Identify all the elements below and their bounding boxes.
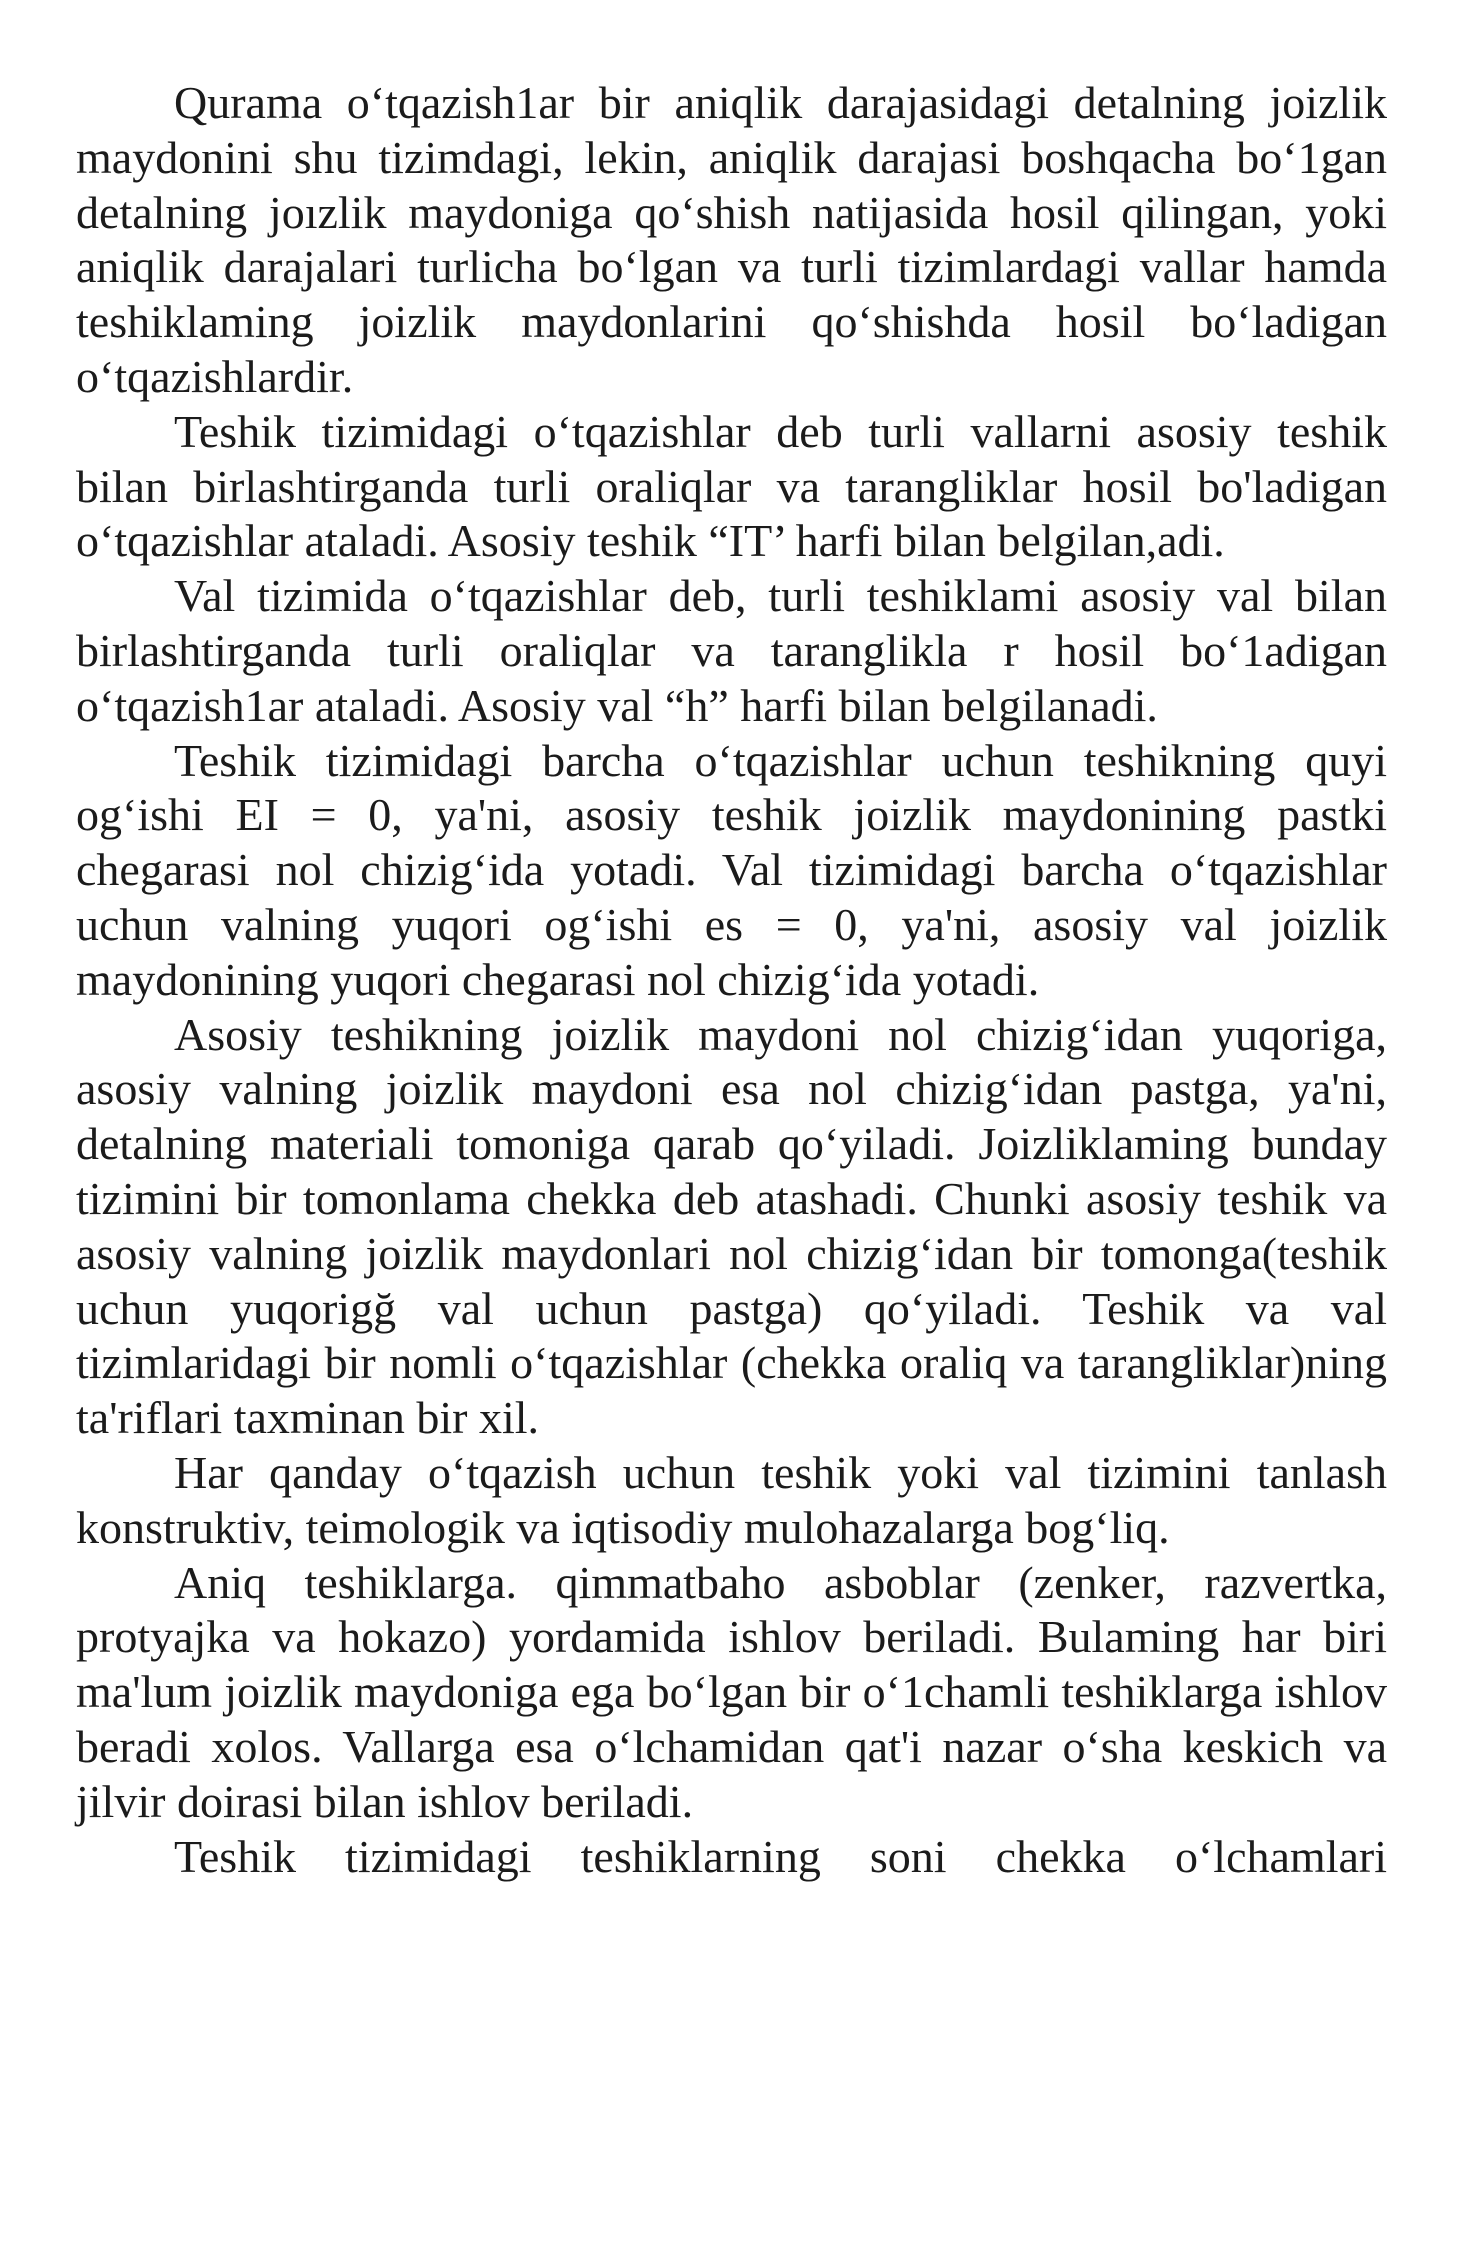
paragraph-7: Aniq teshiklarga. qimmatbaho asboblar (zenker, razvertka, protyajka va hokazo) yordamida ishlov beriladi. Bulaming har biri ma'lum joizlik maydoniga ega bo‘lgan bir o‘1chamli teshiklarga ishlov beradi xolos. Vallarga esa o‘lchamidan qat'i nazar o‘sha keskich va jilvir doirasi bilan ishlov beriladi. xyxy=(76,1556,1387,1827)
paragraph-5: Asosiy teshikning joizlik maydoni nol chizig‘idan yuqoriga, asosiy valning joizlik maydoni esa nol chizig‘idan pastga, ya'ni, detalning materiali tomoniga qarab qo‘yiladi. Joizliklaming bunday tizimini bir tomonlama chekka deb atashadi. Chunki asosiy teshik va asosiy valning joizlik maydonlari nol chizig‘idan bir tomonga(teshik uchun yuqorigğ val uchun pastga) qo‘yiladi. Teshik va val tizimlaridagi bir nomli o‘tqazishlar (chekka oraliq va tarangliklar)ning ta'riflari taxminan bir xil. xyxy=(76,1008,1387,1444)
paragraph-6: Har qanday o‘tqazish uchun teshik yoki val tizimini tanlash konstruktiv, teimologik va iqtisodiy mulohazalarga bog‘liq. xyxy=(76,1446,1387,1553)
paragraph-4: Teshik tizimidagi barcha o‘tqazishlar uchun teshikning quyi og‘ishi EI = 0, ya'ni, asosiy teshik joizlik maydonining pastki chegarasi nol chizig‘ida yotadi. Val tizimidagi barcha o‘tqazishlar uchun valning yuqori og‘ishi es = 0, ya'ni, asosiy val joizlik maydonining yuqori chegarasi nol chizig‘ida yotadi. xyxy=(76,734,1387,1005)
paragraph-8: Teshik tizimidagi teshiklarning soni chekka o‘lchamlari xyxy=(174,1830,1387,1882)
paragraph-1: Qurama o‘tqazish1ar bir aniqlik darajasidagi detalning joizlik maydonini shu tizimdagi, lekin, aniqlik darajasi boshqacha bo‘1gan detalning joızlik maydoniga qo‘shish natijasida hosil qilingan, yoki aniqlik darajalari turlicha bo‘lgan va turli tizimlardagi vallar hamda teshiklaming joizlik maydonlarini qo‘shishda hosil bo‘ladigan o‘tqazishlardir. xyxy=(76,77,1387,402)
paragraph-3: Val tizimida o‘tqazishlar deb, turli teshiklami asosiy val bilan birlashtirganda turli oraliqlar va taranglikla r hosil bo‘1adigan o‘tqazish1ar ataladi. Asosiy val “h” harfi bilan belgilanadi. xyxy=(76,570,1387,731)
paragraph-2: Teshik tizimidagi o‘tqazishlar deb turli vallarni asosiy teshik bilan birlashtirganda turli oraliqlar va tarangliklar hosil bo'ladigan o‘tqazishlar ataladi. Asosiy teshik “IT’ harfi bilan belgilan,adi. xyxy=(76,405,1387,567)
